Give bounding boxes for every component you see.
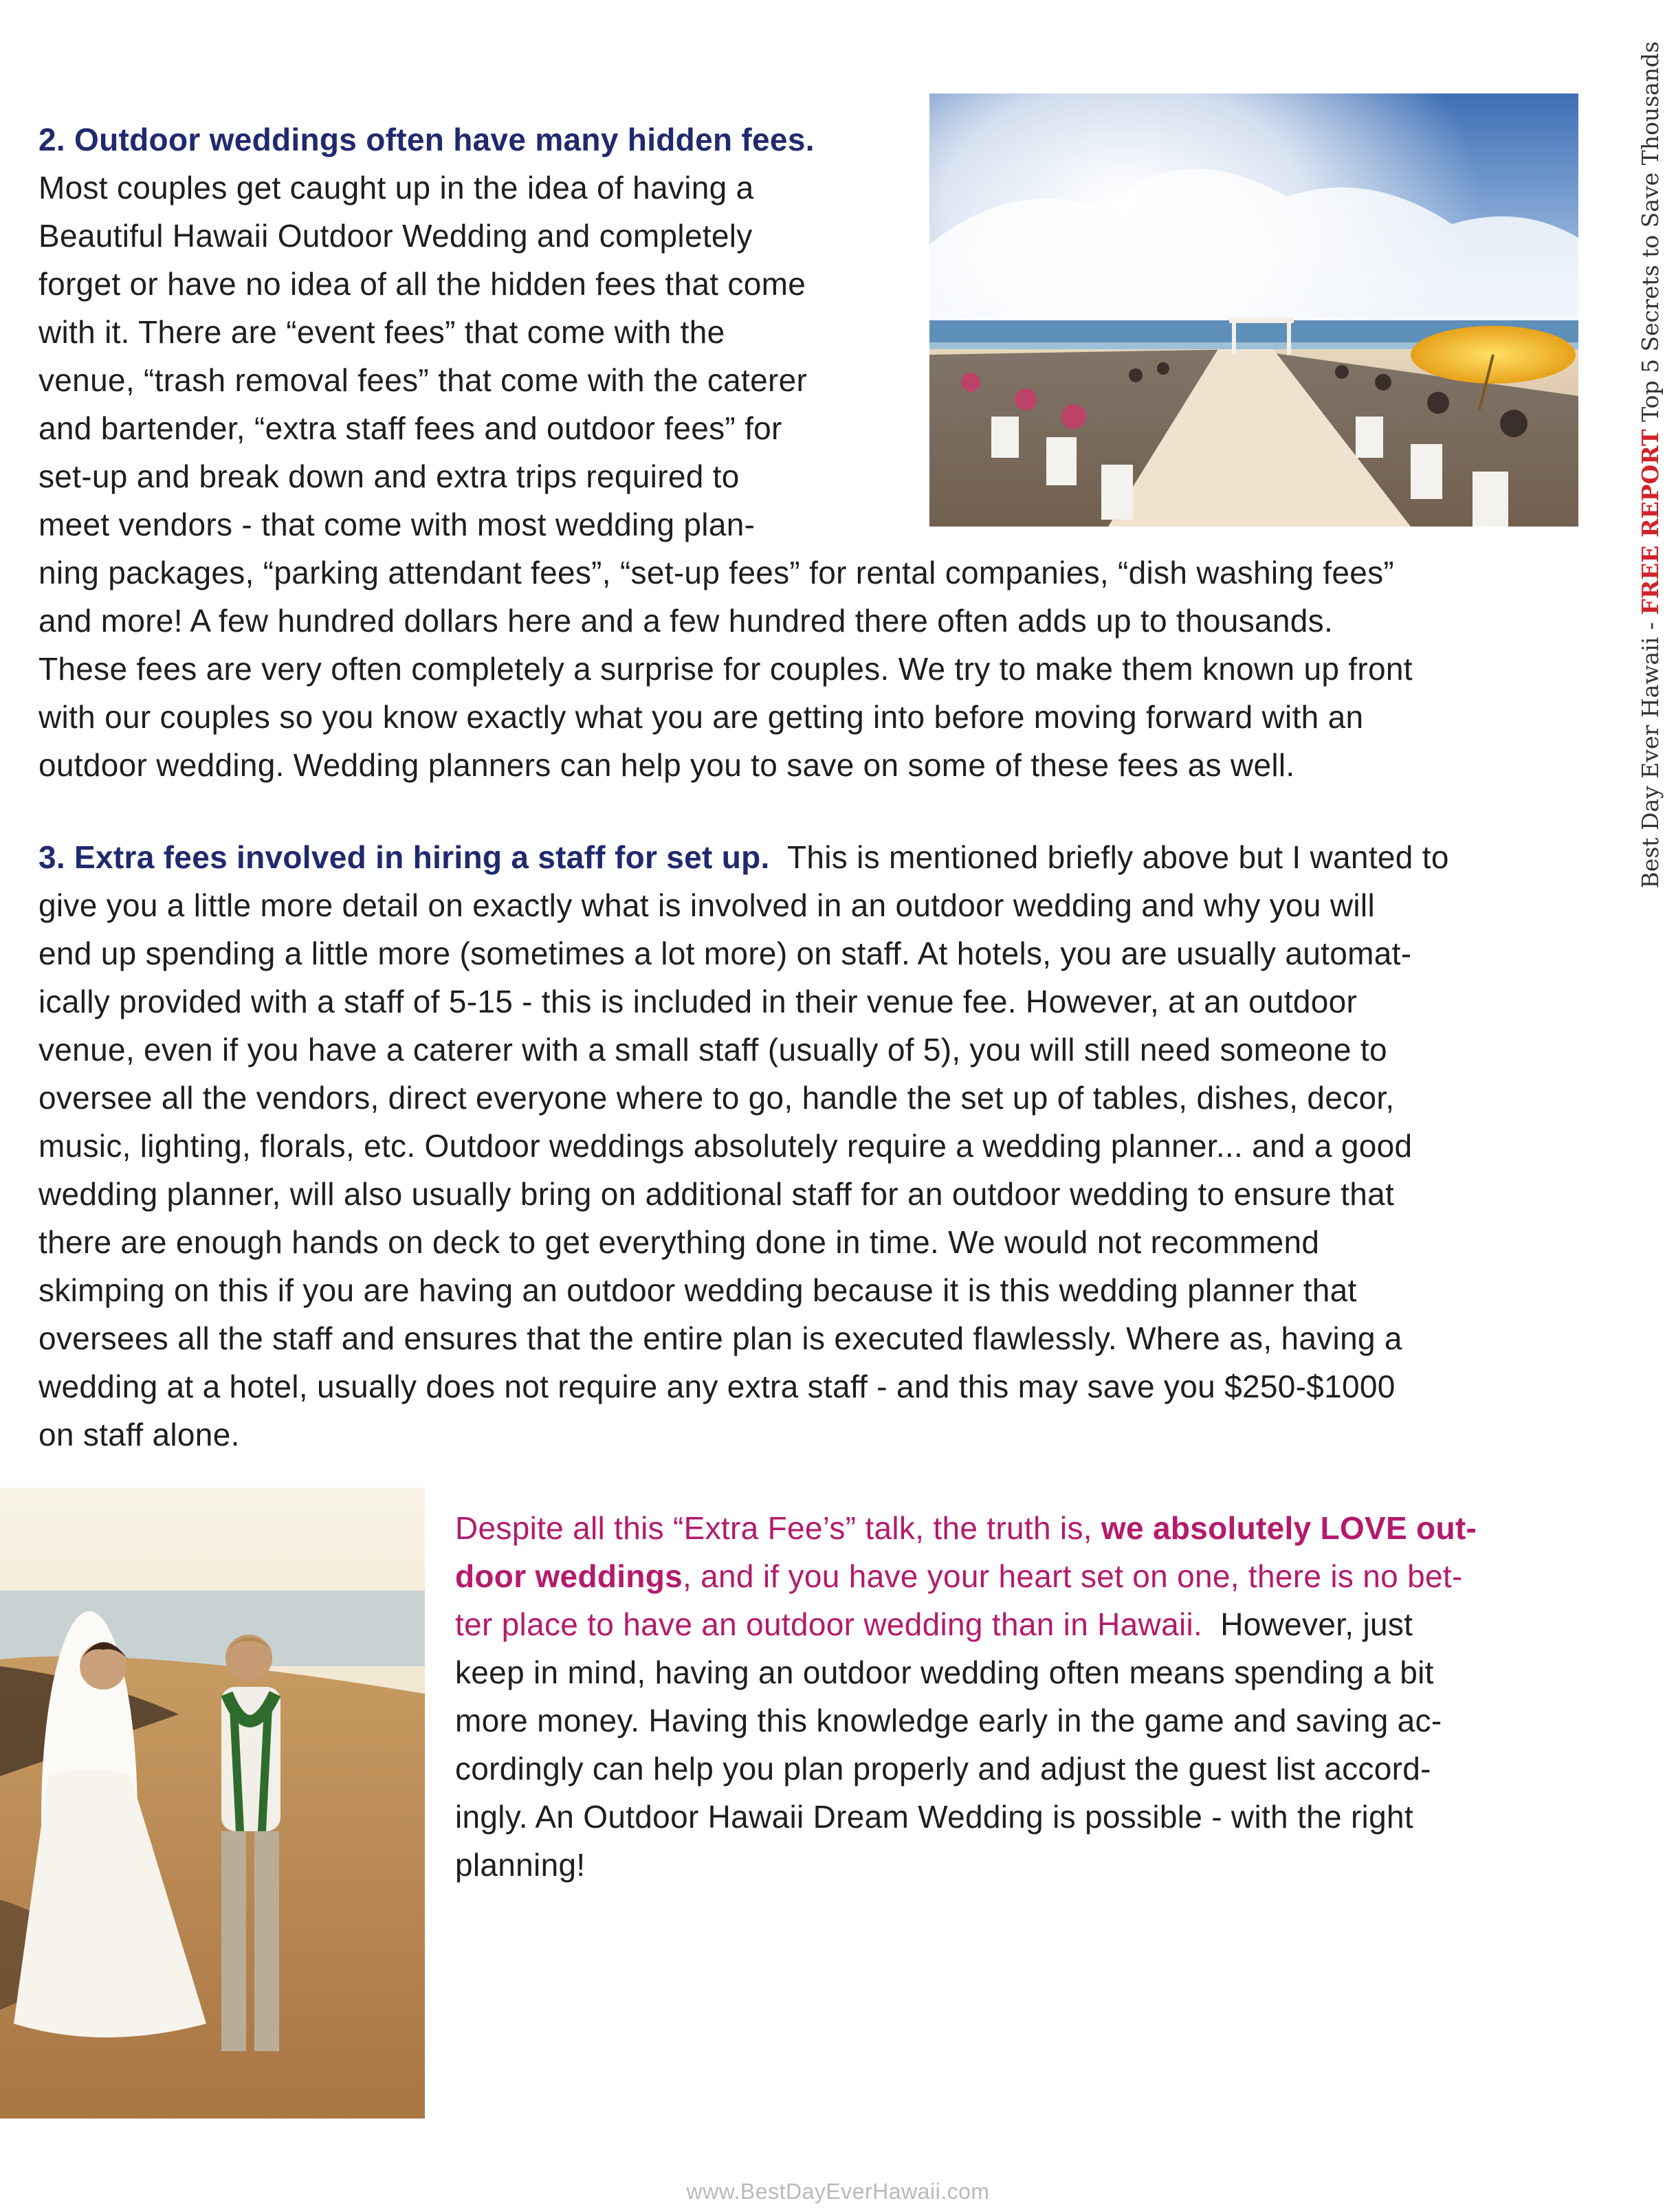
paragraph-line: meet vendors - that come with most wedding plan- (38, 507, 756, 542)
pink-text: , and if you have your heart set on one, there is no bet- (683, 1558, 1463, 1594)
paragraph-line: and bartender, “extra staff fees and outdoor fees” for (38, 410, 782, 446)
paragraph-line: with our couples so you know exactly what you are getting into before moving forward with an (38, 699, 1364, 735)
closing-paragraph (455, 1504, 1583, 1889)
paragraph-line: Most couples get caught up in the idea of having a (38, 170, 754, 206)
section-heading: 3. Extra fees involved in hiring a staff for set up. (38, 839, 770, 875)
paragraph-line: on staff alone. (38, 1417, 240, 1452)
section-extra-staff-fees (38, 833, 1578, 1459)
paragraph-line: with it. There are “event fees” that come with the (38, 314, 725, 350)
paragraph-line: venue, even if you have a caterer with a small staff (usually of 5), you will still need someone to (38, 1032, 1387, 1068)
paragraph-line: wedding at a hotel, usually does not require any extra staff - and this may save you $250-$1000 (38, 1369, 1396, 1404)
paragraph-text: This is mentioned briefly above but I wanted to (769, 839, 1449, 875)
paragraph-line: music, lighting, florals, etc. Outdoor weddings absolutely require a wedding planner... and a good (38, 1128, 1413, 1164)
paragraph-line: there are enough hands on deck to get everything done in time. We would not recommend (38, 1224, 1320, 1260)
free-report-label: FREE REPORT (1637, 429, 1664, 615)
paragraph-line: forget or have no idea of all the hidden fees that come (38, 266, 806, 302)
paragraph-line: set-up and break down and extra trips required to (38, 458, 740, 494)
side-report-title (1636, 41, 1665, 962)
brand-name: Best Day Ever Hawaii - (1637, 615, 1664, 889)
closing-line (455, 1504, 1583, 1552)
paragraph-line: ingly. An Outdoor Hawaii Dream Wedding is possible - with the right (455, 1799, 1413, 1835)
closing-line (455, 1600, 1583, 1648)
beach-couple-photo (0, 1487, 425, 2119)
paragraph-line: oversees all the staff and ensures that the entire plan is executed flawlessly. Where as, having a (38, 1320, 1402, 1356)
paragraph-line: These fees are very often completely a surprise for couples. We try to make them known up front (38, 651, 1413, 687)
paragraph-line: venue, “trash removal fees” that come with the caterer (38, 362, 808, 398)
pink-bold-text: door weddings (455, 1558, 683, 1594)
section-heading: 2. Outdoor weddings often have many hidden fees. (38, 122, 815, 157)
paragraph-line: planning! (455, 1847, 586, 1883)
closing-line (455, 1552, 1583, 1600)
paragraph-line: cordingly can help you plan properly and adjust the guest list accord- (455, 1751, 1431, 1787)
report-title: Top 5 Secrets to Save Thousands (1637, 41, 1664, 430)
footer-website-link[interactable]: www.BestDayEverHawaii.com (686, 2179, 990, 2204)
paragraph-text: However, just (1202, 1606, 1413, 1642)
paragraph-line: ically provided with a staff of 5-15 - this is included in their venue fee. However, at an outdoor (38, 984, 1358, 1019)
paragraph-line: outdoor wedding. Wedding planners can help you to save on some of these fees as well. (38, 747, 1295, 783)
paragraph-line: and more! A few hundred dollars here and a few hundred there often adds up to thousands. (38, 603, 1334, 639)
side-title-text (1636, 41, 1665, 962)
beach-ceremony-photo (929, 93, 1578, 527)
paragraph-line: give you a little more detail on exactly what is involved in an outdoor wedding and why you will (38, 887, 1375, 923)
paragraph-line: end up spending a little more (sometimes a lot more) on staff. At hotels, you are usually automat- (38, 936, 1412, 971)
paragraph-line: Beautiful Hawaii Outdoor Wedding and completely (38, 218, 753, 254)
paragraph-line: wedding planner, will also usually bring on additional staff for an outdoor wedding to ensure that (38, 1176, 1395, 1212)
paragraph-line: more money. Having this knowledge early in the game and saving ac- (455, 1703, 1442, 1738)
pink-text: Despite all this “Extra Fee’s” talk, the truth is, (455, 1510, 1101, 1546)
pink-bold-text: we absolutely LOVE out- (1101, 1510, 1477, 1546)
section-first-line (38, 833, 1578, 881)
paragraph-line: ning packages, “parking attendant fees”, “set-up fees” for rental companies, “dish washing fees” (38, 555, 1395, 590)
paragraph-line: oversee all the vendors, direct everyone where to go, handle the set up of tables, dishes, decor, (38, 1080, 1395, 1116)
paragraph-line: skimping on this if you are having an outdoor wedding because it is this wedding planner that (38, 1272, 1357, 1308)
pink-text: ter place to have an outdoor wedding than in Hawaii. (455, 1606, 1203, 1642)
paragraph-line: keep in mind, having an outdoor wedding often means spending a bit (455, 1655, 1434, 1690)
